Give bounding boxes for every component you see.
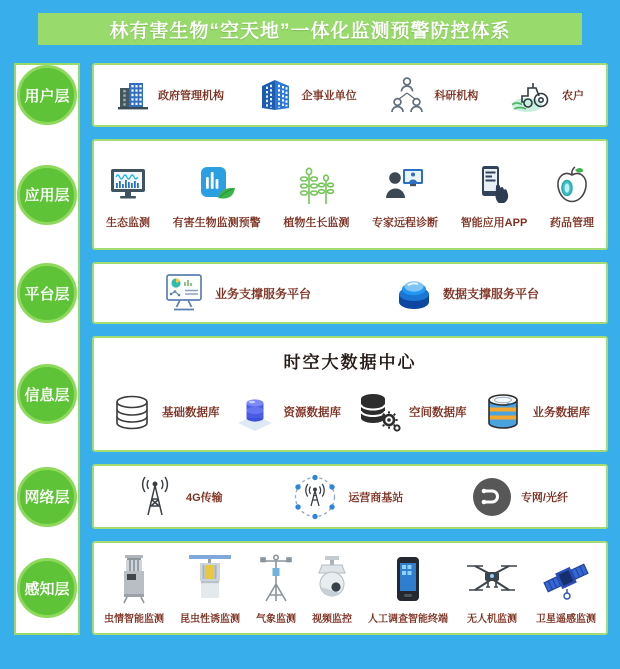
medicine-check-icon bbox=[553, 164, 591, 206]
app-item-eco bbox=[106, 160, 150, 230]
item-label: 虫情智能监测 bbox=[104, 613, 164, 625]
farmer-tractor-icon bbox=[510, 77, 554, 113]
db-item-resource bbox=[234, 391, 342, 433]
video-camera-icon bbox=[313, 554, 351, 604]
handheld-terminal-icon bbox=[394, 555, 422, 603]
drone-icon bbox=[464, 557, 520, 601]
network-layer-box bbox=[92, 464, 608, 529]
research-org-icon bbox=[388, 75, 426, 115]
db-item-base bbox=[110, 393, 220, 431]
item-label: 企事业单位 bbox=[301, 90, 357, 102]
item-label: 专网/光纤 bbox=[520, 491, 568, 504]
sense-item-handheld bbox=[368, 552, 448, 625]
layer-circle-users: 用户层 bbox=[17, 65, 77, 125]
big-data-center-heading: 时空大数据中心 bbox=[283, 353, 417, 372]
layer-circle-sensing: 感知层 bbox=[17, 558, 77, 618]
business-database-icon bbox=[481, 391, 525, 433]
db-item-spatial bbox=[355, 391, 467, 433]
pest-warning-shield-icon bbox=[197, 164, 237, 206]
insect-lure-device-icon bbox=[187, 553, 233, 605]
sense-item-drone bbox=[464, 552, 520, 625]
item-label: 基础数据库 bbox=[162, 406, 220, 419]
item-label: 人工调查智能终端 bbox=[368, 613, 448, 625]
platform-layer-box bbox=[92, 262, 608, 324]
enterprise-building-icon bbox=[256, 77, 294, 113]
smart-app-icon bbox=[475, 164, 513, 206]
diagram-title-bar bbox=[38, 13, 582, 45]
item-label: 4G传输 bbox=[186, 491, 223, 504]
item-label: 运营商基站 bbox=[348, 491, 404, 504]
sense-item-satellite bbox=[536, 552, 596, 625]
user-item-enterprise bbox=[256, 77, 357, 113]
app-item-expert bbox=[372, 160, 438, 230]
weather-station-icon bbox=[256, 553, 296, 605]
data-platform-db-icon bbox=[393, 274, 435, 312]
app-item-smart-app bbox=[461, 160, 528, 230]
item-label: 生态监测 bbox=[106, 216, 150, 229]
item-label: 业务支撑服务平台 bbox=[214, 286, 311, 301]
network-item-carrier bbox=[290, 473, 403, 521]
expert-remote-icon bbox=[384, 166, 426, 204]
item-label: 有害生物监测预警 bbox=[172, 216, 261, 229]
plant-growth-icon bbox=[295, 164, 337, 206]
item-label: 卫星遥感监测 bbox=[536, 613, 596, 625]
user-item-farmer bbox=[510, 77, 584, 113]
item-label: 政府管理机构 bbox=[158, 90, 224, 102]
item-label: 药品管理 bbox=[549, 216, 594, 229]
carrier-station-icon bbox=[290, 473, 340, 521]
antenna-4g-icon bbox=[132, 475, 178, 519]
eco-monitor-icon bbox=[107, 167, 149, 203]
layer-circle-application: 应用层 bbox=[17, 165, 77, 225]
sensing-layer-box bbox=[92, 541, 608, 635]
app-item-medicine bbox=[550, 160, 594, 230]
app-item-pest-warning bbox=[173, 160, 261, 230]
sense-item-insect-lure bbox=[180, 552, 240, 625]
diagram-title: 林有害生物“空天地”一体化监测预警防控体系 bbox=[109, 20, 511, 42]
government-building-icon bbox=[116, 79, 150, 111]
item-label: 科研机构 bbox=[434, 90, 479, 102]
sense-item-pest-trap bbox=[104, 552, 164, 625]
database-items bbox=[110, 383, 590, 450]
platform-item-data bbox=[393, 274, 539, 312]
network-item-4g bbox=[132, 475, 223, 519]
application-layer-box bbox=[92, 139, 608, 250]
item-label: 无人机监测 bbox=[467, 613, 517, 625]
item-label: 专家远程诊断 bbox=[372, 216, 439, 229]
layer-circle-platform: 平台层 bbox=[17, 263, 77, 323]
pest-trap-device-icon bbox=[119, 553, 149, 605]
network-item-fiber bbox=[471, 476, 568, 518]
item-label: 视频监控 bbox=[312, 613, 352, 625]
item-label: 植物生长监测 bbox=[283, 216, 350, 229]
users-layer-box bbox=[92, 63, 608, 127]
layer-diagram bbox=[14, 63, 608, 635]
layer-circle-network: 网络层 bbox=[17, 467, 77, 527]
spatial-database-icon bbox=[355, 391, 401, 433]
item-label: 智能应用APP bbox=[460, 216, 528, 229]
item-label: 气象监测 bbox=[256, 613, 296, 625]
db-item-business bbox=[481, 391, 591, 433]
user-item-research bbox=[388, 75, 478, 115]
app-item-plant-growth bbox=[283, 160, 349, 230]
item-label: 数据支撑服务平台 bbox=[442, 286, 539, 301]
item-label: 农户 bbox=[561, 90, 584, 102]
sense-item-weather bbox=[256, 552, 296, 625]
item-label: 昆虫性诱监测 bbox=[180, 613, 240, 625]
item-label: 资源数据库 bbox=[283, 406, 341, 419]
fiber-network-icon bbox=[471, 476, 513, 518]
user-item-government bbox=[116, 79, 224, 111]
item-label: 业务数据库 bbox=[532, 406, 590, 419]
platform-item-business bbox=[161, 272, 311, 314]
information-layer-box bbox=[92, 336, 608, 452]
base-database-icon bbox=[110, 393, 154, 431]
business-platform-monitor-icon bbox=[161, 272, 207, 314]
sense-item-video bbox=[312, 552, 352, 625]
item-label: 空间数据库 bbox=[409, 406, 467, 419]
satellite-icon bbox=[541, 556, 591, 602]
layer-circle-information: 信息层 bbox=[17, 364, 77, 424]
resource-database-icon bbox=[234, 391, 276, 433]
